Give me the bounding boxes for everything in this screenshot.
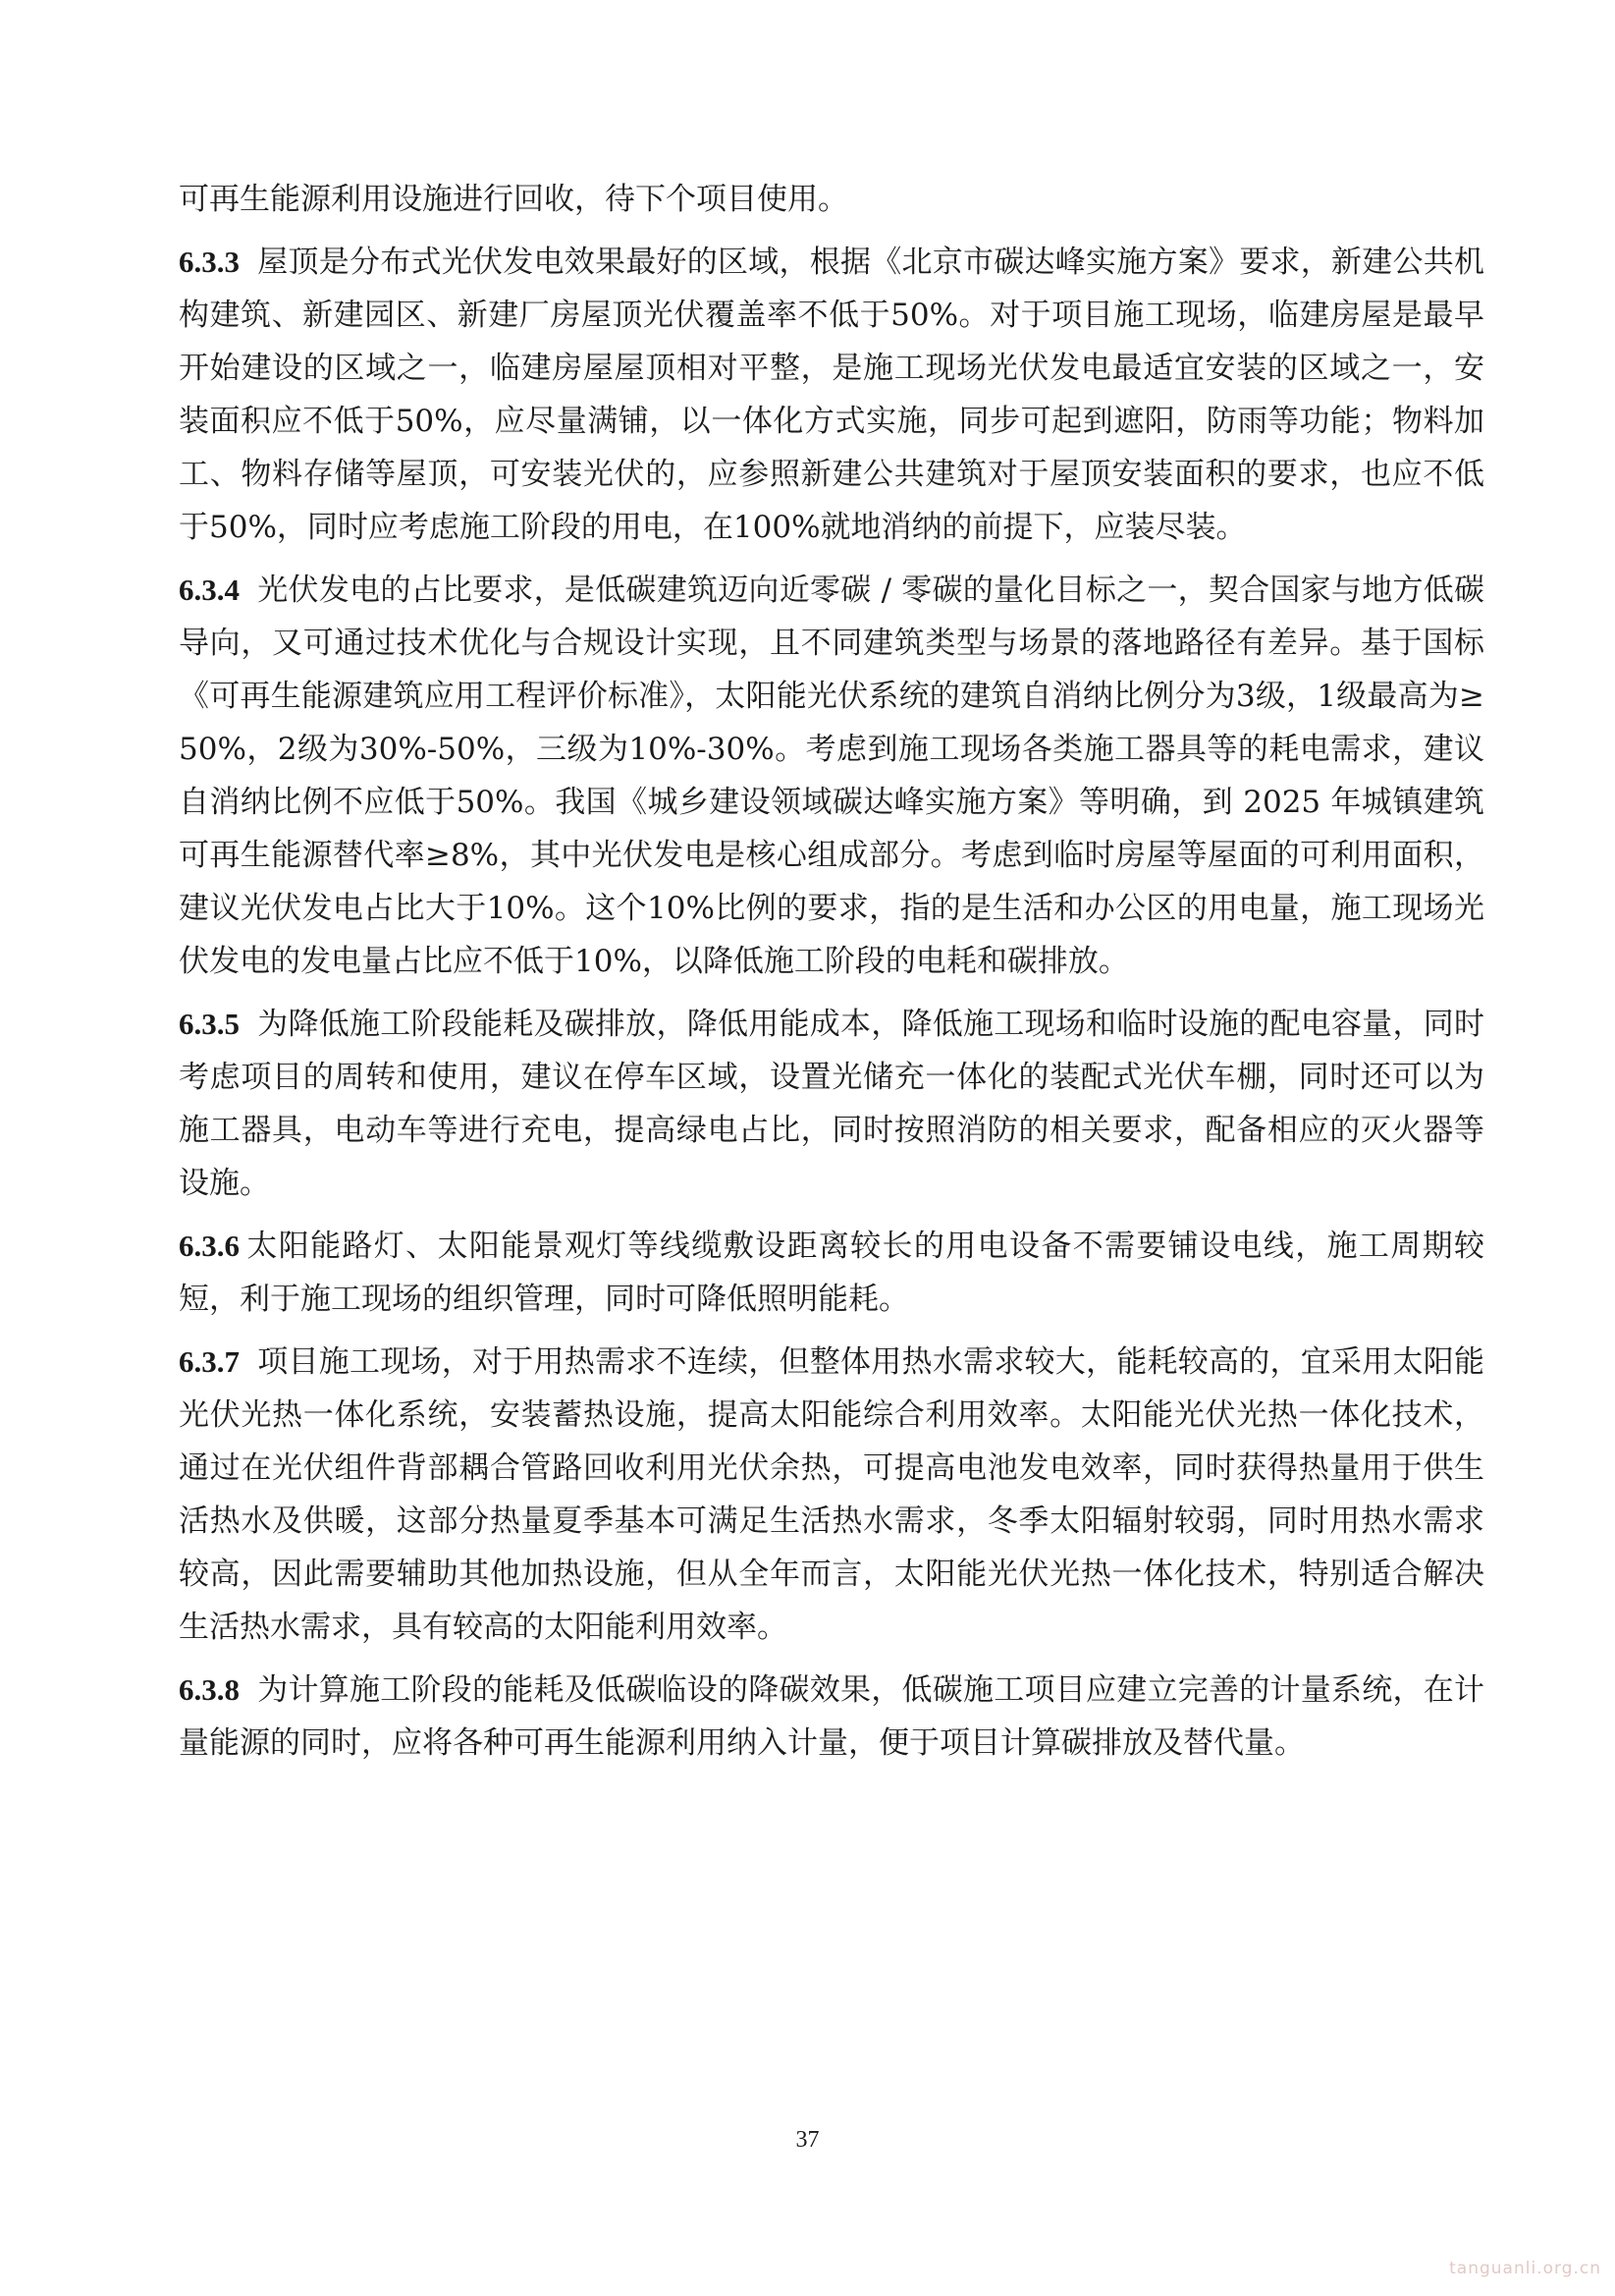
clause-text: 屋顶是分布式光伏发电效果最好的区域，根据《北京市碳达峰实施方案》要求，新建公共机构建筑、新建园区、新建厂房屋顶光伏覆盖率不低于50%。对于项目施工现场，临建房屋是最早开始建设的区域之一，临建房屋屋顶相对平整，是施工现场光伏发电最适宜安装的区域之一，安装面积应不低于50%，应尽量满铺，以一体化方式实施，同步可起到遮阳，防雨等功能；物料加工、物料存储等屋顶，可安装光伏的，应参照新建公共建筑对于屋顶安装面积的要求，也应不低于50%，同时应考虑施工阶段的用电，在100%就地消纳的前提下，应装尽装。 bbox=[179, 245, 1484, 545]
clause-number: 6.3.4 bbox=[179, 573, 240, 607]
clause-number: 6.3.8 bbox=[179, 1672, 240, 1707]
clause-text: 为计算施工阶段的能耗及低碳临设的降碳效果，低碳施工项目应建立完善的计量系统，在计量能源的同时，应将各种可再生能源利用纳入计量，便于项目计算碳排放及替代量。 bbox=[179, 1672, 1484, 1761]
clause-number: 6.3.6 bbox=[179, 1229, 240, 1263]
continuation-text: 可再生能源利用设施进行回收，待下个项目使用。 bbox=[179, 182, 848, 217]
document-body bbox=[179, 173, 1484, 1779]
clause-6-3-5 bbox=[179, 998, 1484, 1210]
clause-6-3-3 bbox=[179, 236, 1484, 554]
clause-text: 太阳能路灯、太阳能景观灯等线缆敷设距离较长的用电设备不需要铺设电线，施工周期较短，利于施工现场的组织管理，同时可降低照明能耗。 bbox=[179, 1229, 1484, 1317]
clause-number: 6.3.7 bbox=[179, 1344, 240, 1379]
site-watermark: tanguanli.org.cn bbox=[1449, 2259, 1601, 2278]
clause-6-3-8 bbox=[179, 1664, 1484, 1770]
clause-number: 6.3.3 bbox=[179, 245, 240, 279]
clause-number: 6.3.5 bbox=[179, 1007, 240, 1041]
page-number: 37 bbox=[795, 2127, 820, 2153]
clause-6-3-6 bbox=[179, 1220, 1484, 1326]
continuation-paragraph bbox=[179, 173, 1484, 226]
clause-text: 项目施工现场，对于用热需求不连续，但整体用热水需求较大，能耗较高的，宜采用太阳能光伏光热一体化系统，安装蓄热设施，提高太阳能综合利用效率。太阳能光伏光热一体化技术，通过在光伏组件背部耦合管路回收利用光伏余热，可提高电池发电效率，同时获得热量用于供生活热水及供暖，这部分热量夏季基本可满足生活热水需求，冬季太阳辐射较弱，同时用热水需求较高，因此需要辅助其他加热设施，但从全年而言，太阳能光伏光热一体化技术，特别适合解决生活热水需求，具有较高的太阳能利用效率。 bbox=[179, 1344, 1484, 1645]
clause-6-3-4 bbox=[179, 564, 1484, 988]
clause-text: 光伏发电的占比要求，是低碳建筑迈向近零碳 / 零碳的量化目标之一，契合国家与地方低碳导向，又可通过技术优化与合规设计实现，且不同建筑类型与场景的落地路径有差异。基于国标《可再生能源建筑应用工程评价标准》，太阳能光伏系统的建筑自消纳比例分为3级，1级最高为≥50%，2级为30%-50%，三级为10%-30%。考虑到施工现场各类施工器具等的耗电需求，建议自消纳比例不应低于50%。我国《城乡建设领域碳达峰实施方案》等明确，到 2025 年城镇建筑可再生能源替代率≥8%，其中光伏发电是核心组成部分。考虑到临时房屋等屋面的可利用面积，建议光伏发电占比大于10%。这个10%比例的要求，指的是生活和办公区的用电量，施工现场光伏发电的发电量占比应不低于10%，以降低施工阶段的电耗和碳排放。 bbox=[179, 573, 1484, 979]
clause-6-3-7 bbox=[179, 1336, 1484, 1654]
clause-text: 为降低施工阶段能耗及碳排放，降低用能成本，降低施工现场和临时设施的配电容量，同时考虑项目的周转和使用，建议在停车区域，设置光储充一体化的装配式光伏车棚，同时还可以为施工器具，电动车等进行充电，提高绿电占比，同时按照消防的相关要求，配备相应的灭火器等设施。 bbox=[179, 1007, 1484, 1201]
